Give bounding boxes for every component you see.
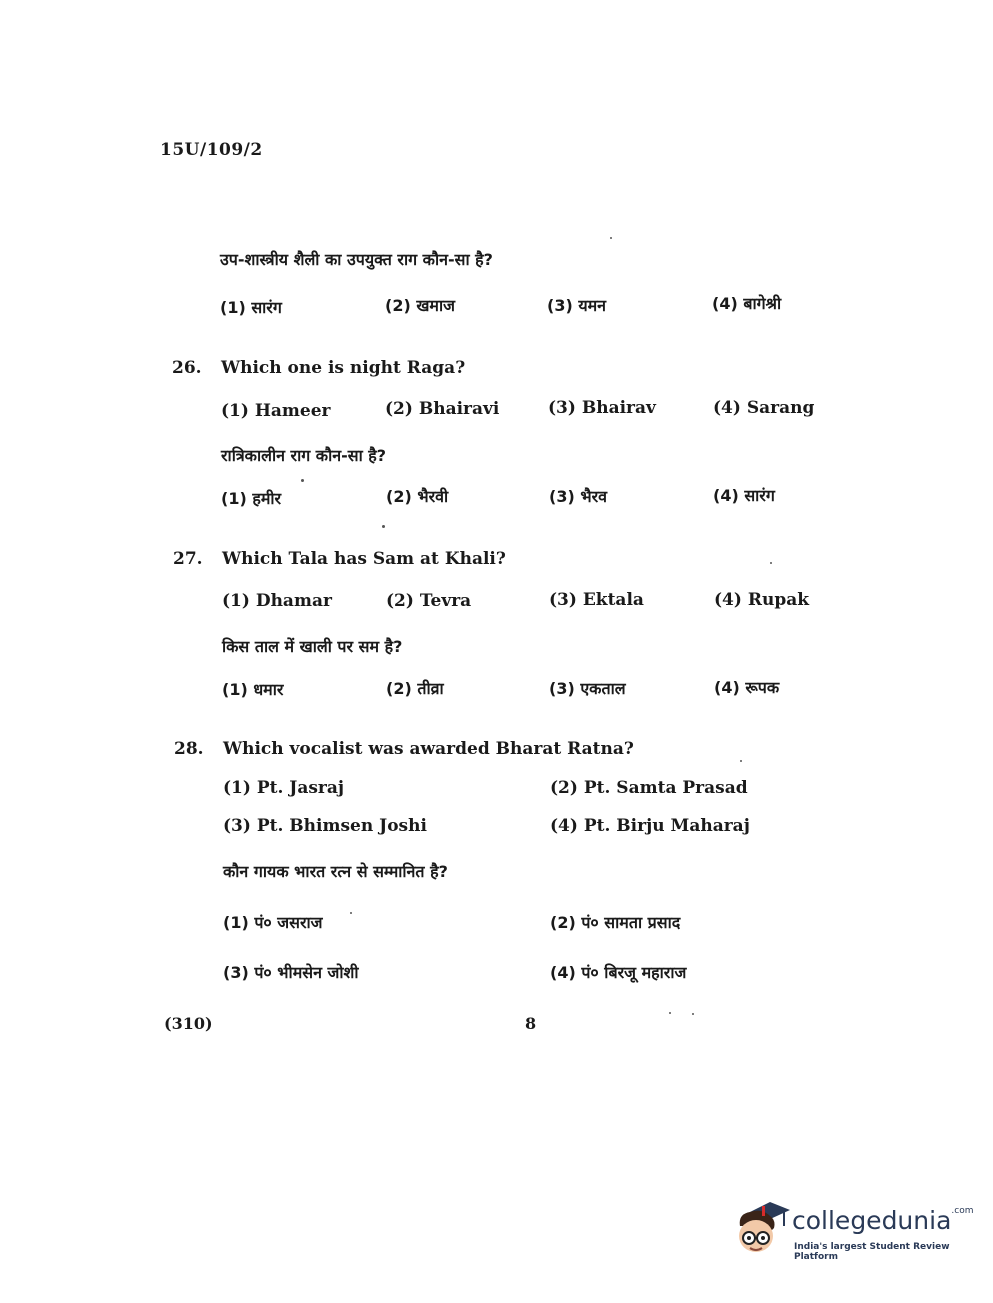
q26-option-4: (4) Sarang bbox=[713, 398, 815, 418]
logo-tagline: India's largest Student Review Platform bbox=[794, 1242, 950, 1262]
student-mascot-icon bbox=[732, 1196, 792, 1260]
q28-hindi-option-2: (2) पं० सामता प्रसाद bbox=[550, 913, 681, 932]
q25-hindi-option-1: (1) सारंग bbox=[220, 298, 282, 317]
q27-hindi-option-3: (3) एकताल bbox=[549, 679, 626, 698]
q28-hindi-option-1: (1) पं० जसराज bbox=[223, 913, 323, 932]
q27-hindi-option-1: (1) धमार bbox=[222, 680, 284, 699]
q25-hindi-option-4: (4) बागेश्री bbox=[712, 294, 782, 313]
collegedunia-logo bbox=[732, 1196, 974, 1262]
q26-option-2: (2) Bhairavi bbox=[385, 399, 500, 419]
q27-option-1: (1) Dhamar bbox=[222, 591, 332, 611]
q28-hindi-question: कौन गायक भारत रत्न से सम्मानित है? bbox=[223, 862, 448, 881]
scan-speck bbox=[382, 525, 385, 528]
q27-option-2: (2) Tevra bbox=[386, 591, 472, 611]
q26-hindi-option-1: (1) हमीर bbox=[221, 489, 282, 508]
q28-hindi-option-4: (4) पं० बिरजू महाराज bbox=[550, 963, 687, 982]
q25-hindi-option-3: (3) यमन bbox=[547, 296, 607, 315]
q26-option-3: (3) Bhairav bbox=[548, 398, 656, 418]
q26-hindi-option-2: (2) भैरवी bbox=[386, 487, 449, 506]
scan-speck bbox=[770, 562, 772, 564]
scan-speck bbox=[692, 1013, 694, 1015]
scan-speck bbox=[610, 237, 612, 239]
q27-option-4: (4) Rupak bbox=[714, 590, 810, 610]
q26-hindi-option-4: (4) सारंग bbox=[713, 486, 775, 505]
q25-hindi-option-2: (2) खमाज bbox=[385, 296, 456, 315]
page-number: 8 bbox=[525, 1014, 537, 1033]
q26-option-1: (1) Hameer bbox=[221, 401, 331, 421]
logo-brand-name: collegedunia bbox=[792, 1206, 952, 1235]
paper-code: 15U/109/2 bbox=[160, 140, 263, 160]
q28-hindi-option-3: (3) पं० भीमसेन जोशी bbox=[223, 963, 359, 982]
q27-question: Which Tala has Sam at Khali? bbox=[222, 549, 506, 569]
q26-hindi-option-3: (3) भैरव bbox=[549, 487, 608, 506]
scan-speck bbox=[350, 912, 352, 914]
q26-number: 26. bbox=[172, 358, 202, 378]
q25-hindi-question: उप-शास्त्रीय शैली का उपयुक्त राग कौन-सा है? bbox=[220, 250, 493, 269]
q27-number: 27. bbox=[173, 549, 203, 569]
q27-hindi-option-2: (2) तीव्रा bbox=[386, 679, 444, 698]
q28-option-3: (3) Pt. Bhimsen Joshi bbox=[223, 816, 427, 836]
q28-number: 28. bbox=[174, 739, 204, 759]
footer-code: (310) bbox=[164, 1014, 213, 1033]
q28-question: Which vocalist was awarded Bharat Ratna? bbox=[223, 739, 634, 759]
scan-speck bbox=[669, 1012, 671, 1014]
q28-option-1: (1) Pt. Jasraj bbox=[223, 778, 345, 798]
q28-option-4: (4) Pt. Birju Maharaj bbox=[550, 816, 750, 836]
q27-hindi-option-4: (4) रूपक bbox=[714, 678, 780, 697]
logo-brand bbox=[792, 1206, 973, 1235]
q26-question: Which one is night Raga? bbox=[221, 358, 466, 378]
scan-speck bbox=[740, 760, 742, 762]
q27-hindi-question: किस ताल में खाली पर सम है? bbox=[222, 637, 403, 656]
logo-brand-suffix: .com bbox=[951, 1206, 974, 1216]
q28-option-2: (2) Pt. Samta Prasad bbox=[550, 778, 748, 798]
q27-option-3: (3) Ektala bbox=[549, 590, 644, 610]
q26-hindi-question: रात्रिकालीन राग कौन-सा है? bbox=[221, 446, 387, 465]
scan-speck bbox=[301, 479, 304, 482]
